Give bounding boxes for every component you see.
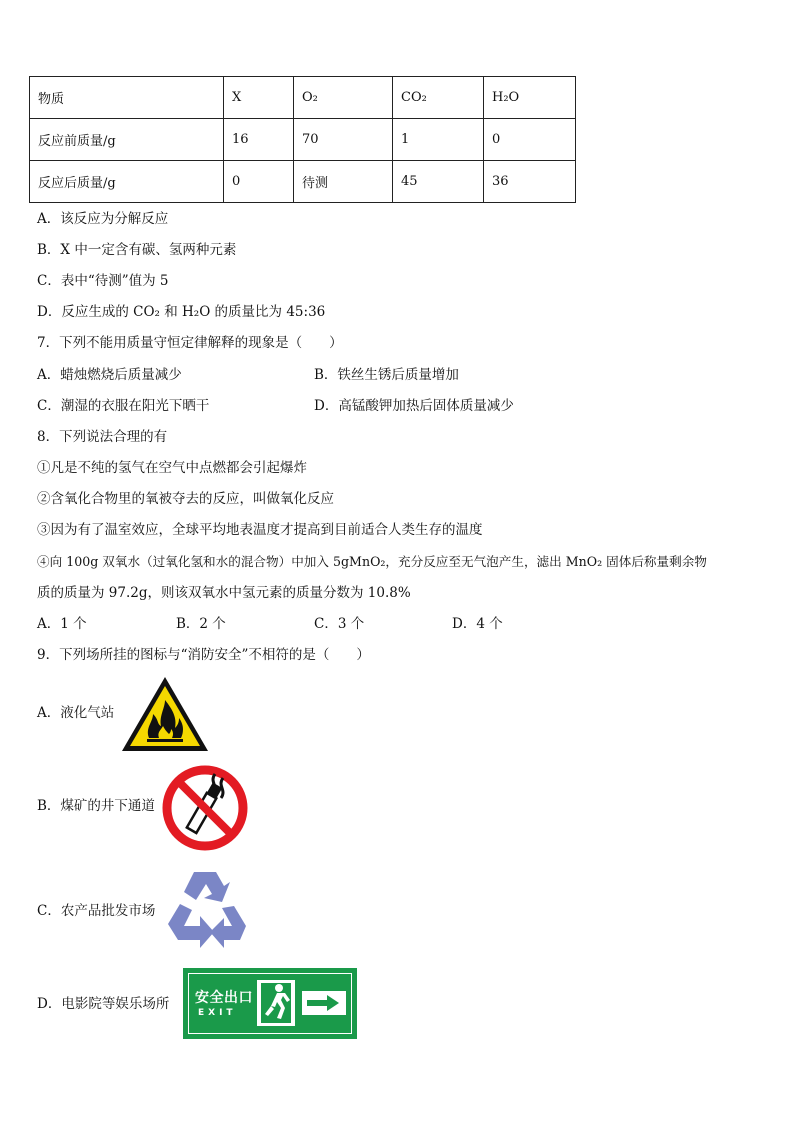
exit-sign-english: EXIT (198, 1008, 237, 1018)
q8-statement-1: ①凡是不纯的氢气在空气中点燃都会引起爆炸 (37, 460, 307, 476)
q9-option-c: C．农产品批发市场 (37, 903, 156, 919)
q7-option-c: C．潮湿的衣服在阳光下晒干 (37, 398, 210, 414)
q9-stem: 9．下列场所挂的图标与“消防安全”不相符的是（ ） (37, 647, 370, 663)
table-cell: 70 (294, 119, 393, 161)
exit-sign-chinese: 安全出口 (195, 990, 253, 1006)
q9-option-d: D．电影院等娱乐场所 (37, 996, 170, 1012)
table-cell: 16 (224, 119, 294, 161)
no-smoking-icon (161, 764, 249, 852)
q7-option-b: B．铁丝生锈后质量增加 (314, 367, 459, 383)
q7-option-a: A．蜡烛燃烧后质量减少 (37, 367, 182, 383)
arrow-right-icon (301, 990, 347, 1016)
table-row (30, 119, 576, 161)
table-row (30, 77, 576, 119)
mass-data-table (29, 76, 576, 203)
recycle-icon (160, 866, 256, 954)
q8-option-d: D．4 个 (452, 616, 503, 632)
table-cell: 待测 (294, 161, 393, 203)
q8-option-a: A．1 个 (37, 616, 87, 632)
table-cell: 反应前质量/g (30, 119, 224, 161)
table-cell: 1 (393, 119, 484, 161)
table-cell: 45 (393, 161, 484, 203)
table-cell: H₂O (484, 77, 576, 119)
q8-option-c: C．3 个 (314, 616, 365, 632)
q6-option-c: C．表中“待测”值为 5 (37, 273, 169, 289)
running-man-icon (255, 978, 297, 1028)
q8-stem: 8．下列说法合理的有 (37, 429, 168, 445)
q7-option-d: D．高锰酸钾加热后固体质量减少 (314, 398, 514, 414)
q8-statement-4-cont: 质的质量为 97.2g，则该双氧水中氢元素的质量分数为 10.8% (37, 585, 411, 601)
q9-option-a: A．液化气站 (37, 705, 115, 721)
q6-option-d: D．反应生成的 CO₂ 和 H₂O 的质量比为 45:36 (37, 304, 326, 320)
table-cell: 反应后质量/g (30, 161, 224, 203)
q7-stem: 7．下列不能用质量守恒定律解释的现象是（ ） (37, 335, 343, 351)
table-cell: 0 (484, 119, 576, 161)
table-cell: CO₂ (393, 77, 484, 119)
table-cell: X (224, 77, 294, 119)
table-cell: 物质 (30, 77, 224, 119)
table-cell: 36 (484, 161, 576, 203)
table-row (30, 161, 576, 203)
q9-option-b: B．煤矿的井下通道 (37, 798, 155, 814)
emergency-exit-icon (183, 968, 357, 1039)
flammable-warning-icon (119, 674, 211, 754)
q6-option-a: A．该反应为分解反应 (37, 211, 169, 227)
q8-option-b: B．2 个 (176, 616, 226, 632)
q8-statement-3: ③因为有了温室效应，全球平均地表温度才提高到目前适合人类生存的温度 (37, 522, 483, 538)
table-cell: 0 (224, 161, 294, 203)
q8-statement-4: ④向 100g 双氧水（过氧化氢和水的混合物）中加入 5gMnO₂，充分反应至无气泡产生，滤出 MnO₂ 固体后称量剩余物 (37, 554, 707, 569)
q6-option-b: B．X 中一定含有碳、氢两种元素 (37, 242, 237, 258)
table-cell: O₂ (294, 77, 393, 119)
q8-statement-2: ②含氧化合物里的氧被夺去的反应，叫做氧化反应 (37, 491, 334, 507)
